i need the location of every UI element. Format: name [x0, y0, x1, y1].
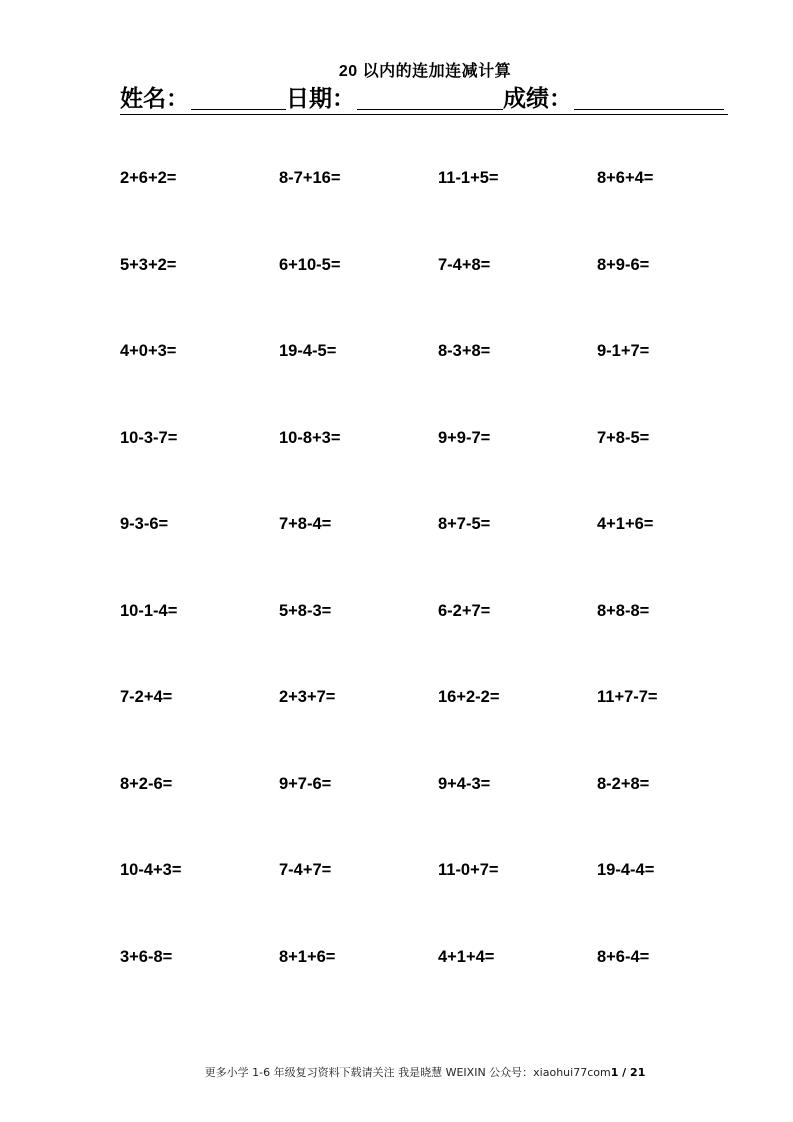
problem: 7+8-4= — [279, 515, 332, 533]
problem-row — [120, 427, 760, 514]
problem-row — [120, 340, 760, 427]
problem: 19-4-4= — [597, 861, 655, 879]
problem: 8+1+6= — [279, 947, 336, 966]
problem: 7-4+8= — [438, 255, 491, 274]
problem: 2+6+2= — [120, 169, 177, 187]
name-label: 姓名： — [120, 85, 189, 111]
problem-row — [120, 946, 760, 1033]
problem: 5+8-3= — [279, 601, 332, 620]
problem: 8+7-5= — [438, 515, 491, 533]
date-blank[interactable] — [357, 83, 503, 110]
problem: 10-1-4= — [120, 601, 178, 620]
problem: 8+6+4= — [597, 169, 654, 187]
student-info-header — [120, 82, 728, 115]
problem: 7-2+4= — [120, 688, 173, 706]
problem: 2+3+7= — [279, 688, 336, 706]
problem: 7-4+7= — [279, 861, 332, 879]
problem: 16+2-2= — [438, 688, 500, 706]
problem: 6-2+7= — [438, 601, 491, 620]
problem: 8-3+8= — [438, 342, 491, 360]
problem-row — [120, 686, 760, 773]
problem: 10-8+3= — [279, 428, 341, 447]
problem: 8-2+8= — [597, 774, 650, 793]
problem: 4+1+4= — [438, 947, 495, 966]
problem-row — [120, 513, 760, 600]
problem-row — [120, 600, 760, 687]
problem-row — [120, 773, 760, 860]
problem: 11+7-7= — [597, 688, 658, 706]
problem: 10-4+3= — [120, 861, 182, 879]
problem: 5+3+2= — [120, 255, 177, 274]
score-label: 成绩： — [503, 85, 572, 111]
problem: 3+6-8= — [120, 947, 173, 966]
problem-row — [120, 254, 760, 341]
problem: 8+6-4= — [597, 947, 650, 966]
problem: 8+2-6= — [120, 774, 173, 793]
problem: 19-4-5= — [279, 342, 337, 360]
problem-grid — [120, 167, 760, 1032]
problem: 9-3-6= — [120, 515, 169, 533]
problem-row — [120, 167, 760, 254]
problem: 9+7-6= — [279, 774, 332, 793]
problem: 9+4-3= — [438, 774, 491, 793]
page-footer — [0, 1064, 793, 1080]
problem: 6+10-5= — [279, 255, 341, 274]
problem: 11-0+7= — [438, 861, 499, 879]
problem: 8+9-6= — [597, 255, 650, 274]
problem: 9+9-7= — [438, 428, 491, 447]
problem: 9-1+7= — [597, 342, 650, 360]
footer-text: 更多小学 1-6 年级复习资料下载请关注 我是晓慧 WEIXIN 公众号：xiaohui77com — [204, 1066, 611, 1079]
problem: 4+1+6= — [597, 515, 654, 533]
name-blank[interactable] — [191, 83, 286, 110]
page-title: 20 以内的连加连减计算 — [338, 63, 512, 80]
score-blank[interactable] — [574, 83, 724, 110]
problem-row — [120, 859, 760, 946]
problem: 8-7+16= — [279, 169, 341, 187]
date-label: 日期： — [286, 85, 355, 111]
problem: 4+0+3= — [120, 342, 177, 360]
problem: 11-1+5= — [438, 169, 499, 187]
problem: 10-3-7= — [120, 428, 178, 447]
problem: 7+8-5= — [597, 428, 650, 447]
page-number: 1 / 21 — [610, 1066, 646, 1079]
problem: 8+8-8= — [597, 601, 650, 620]
